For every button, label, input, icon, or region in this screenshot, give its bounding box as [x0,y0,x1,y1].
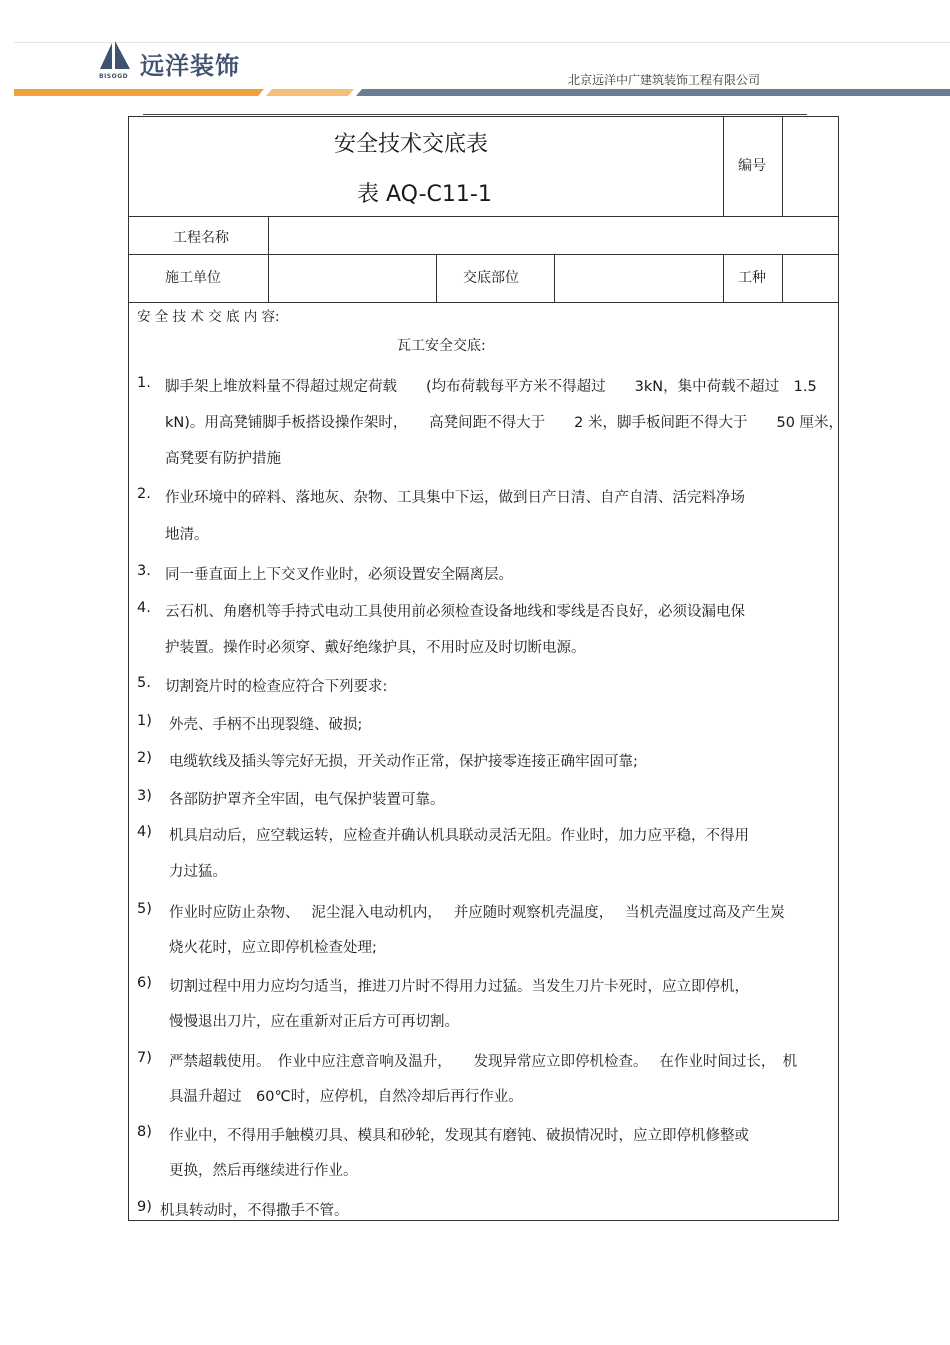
trade-value[interactable] [783,255,838,302]
briefing-part-label: 交底部位 [463,270,519,286]
item-number: 2. [137,486,151,502]
item-number: 1) [137,713,152,729]
item-text-line: 脚手架上堆放料量不得超过规定荷载 (均布荷载每平方米不得超过 3kN，集中荷载不超过 1.5 [165,379,817,395]
item-text-line: 电缆软线及插头等完好无损，开关动作正常，保护接零连接正确牢固可靠; [169,754,638,770]
item-text-line: 云石机、角磨机等手持式电动工具使用前必须检查设备地线和零线是否良好，必须设漏电保 [165,604,745,620]
item-text-line: 机具转动时，不得撒手不管。 [160,1203,349,1219]
form-code: 表 AQ-C11-1 [357,182,492,207]
project-name-value[interactable] [269,217,838,254]
divider [436,255,437,303]
item-text-line: 外壳、手柄不出现裂缝、破损; [169,717,363,733]
item-number: 8) [137,1124,152,1140]
divider [129,302,838,303]
item-number: 3) [137,788,152,804]
logo-subtext: BISOGD [99,73,129,80]
form-title: 安全技术交底表 [334,132,489,157]
item-text-line: 作业时应防止杂物、 泥尘混入电动机内， 并应随时观察机壳温度， 当机壳温度过高及产生炭 [169,905,785,921]
item-number: 4. [137,600,151,616]
logo-wordmark: 远洋装饰 [140,52,240,80]
item-text-line: 切割过程中用力应均匀适当，推进刀片时不得用力过猛。当发生刀片卡死时，应立即停机， [169,979,749,995]
briefing-part-value[interactable] [555,255,722,302]
item-number: 1. [137,375,151,391]
item-number: 5) [137,901,152,917]
item-number: 2) [137,750,152,766]
item-text-line: 地清。 [165,527,209,543]
company-logo [98,41,248,83]
item-text-line: 作业环境中的碎料、落地灰、杂物、工具集中下运，做到日产日清、自产自清、活完料净场 [165,490,745,506]
item-text-line: 作业中，不得用手触模刃具、模具和砂轮，发现其有磨钝、破损情况时，应立即停机修整或 [169,1128,749,1144]
item-text-line: 各部防护罩齐全牢固，电气保护装置可靠。 [169,792,445,808]
item-text-line: 同一垂直面上上下交叉作业时，必须设置安全隔离层。 [165,567,513,583]
item-number: 9) [137,1199,152,1215]
number-value[interactable] [783,117,838,216]
item-number: 7) [137,1050,152,1066]
divider [723,117,724,217]
item-text-line: 机具启动后，应空载运转，应检查并确认机具联动灵活无阻。作业时，加力应平稳，不得用 [169,828,749,844]
trade-label: 工种 [738,270,766,286]
divider [723,255,724,303]
item-text-line: 力过猛。 [169,864,227,880]
item-text-line: kN)。用高凳铺脚手板搭设操作架时， 高凳间距不得大于 2 米，脚手板间距不得大于 50 厘米， [165,415,844,431]
safety-briefing-form [128,116,844,1221]
item-text-line: 护装置。操作时必须穿、戴好绝缘护具，不用时应及时切断电源。 [165,640,586,656]
header-color-band [14,87,950,96]
item-text-line: 具温升超过 60℃时，应停机，自然冷却后再行作业。 [169,1089,523,1105]
page-header [0,38,950,98]
divider [129,254,838,255]
item-number: 3. [137,563,151,579]
item-text-line: 烧火花时，应立即停机检查处理; [169,940,377,956]
item-number: 6) [137,975,152,991]
item-number: 5. [137,675,151,691]
item-number: 4) [137,824,152,840]
company-name: 北京远洋中广建筑装饰工程有限公司 [568,73,761,87]
number-label: 编号 [738,158,766,174]
sail-icon [98,41,134,73]
item-text-line: 更换，然后再继续进行作业。 [169,1163,358,1179]
document-top-rule [143,114,807,115]
section-title: 瓦工安全交底: [397,338,486,354]
content-label: 安 全 技 术 交 底 内 容: [137,309,280,325]
item-text-line: 严禁超载使用。 作业中应注意音响及温升， 发现异常应立即停机检查。 在作业时间过长， 机 [169,1054,798,1070]
item-text-line: 高凳要有防护措施 [165,451,281,467]
construction-unit-label: 施工单位 [165,270,221,286]
item-text-line: 慢慢退出刀片，应在重新对正后方可再切割。 [169,1014,459,1030]
item-text-line: 切割瓷片时的检查应符合下列要求: [165,679,388,695]
construction-unit-value[interactable] [269,255,435,302]
project-name-label: 工程名称 [173,230,229,246]
